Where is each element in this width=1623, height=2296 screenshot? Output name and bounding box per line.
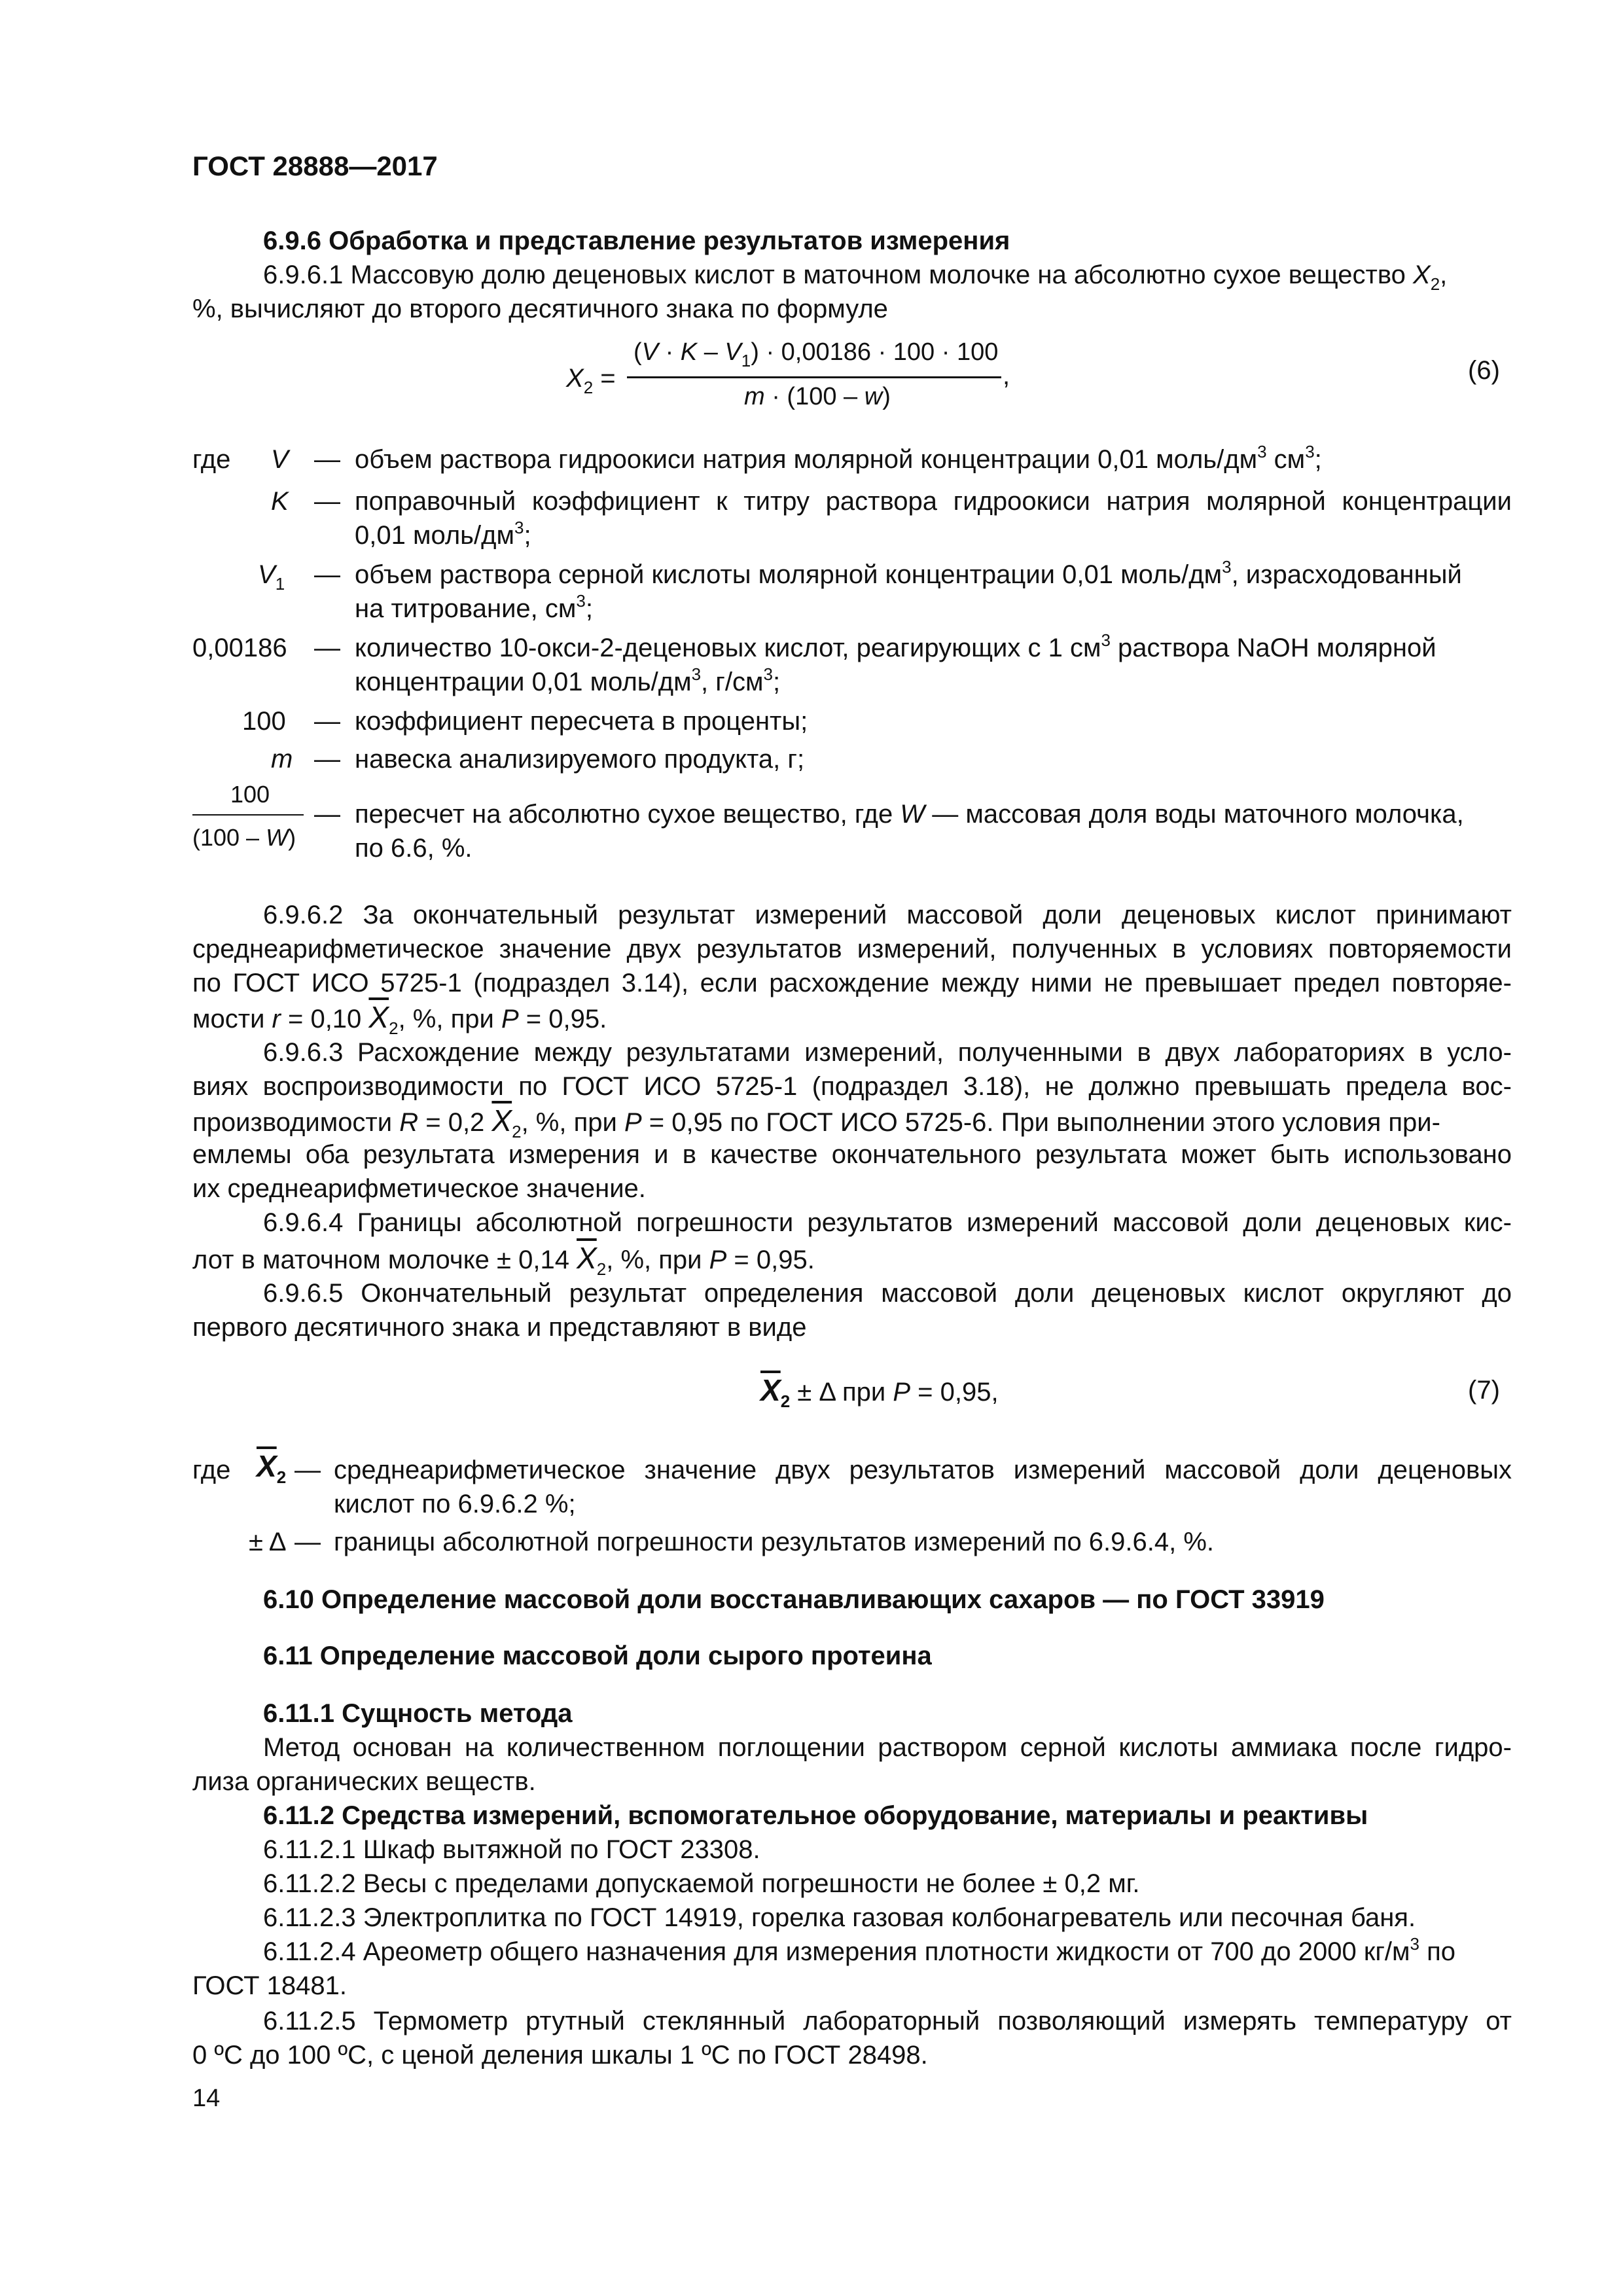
paragraph-line: 6.9.6.5 Окончательный результат определения массовой доли деценовых кислот округляют до — [263, 1279, 1512, 1308]
section-heading-6-9-6: 6.9.6 Обработка и представление результатов измерения — [263, 226, 1010, 255]
def-symbol-delta: ± Δ — [249, 1528, 287, 1556]
list-item: 6.11.2.5 Термометр ртутный стеклянный лабораторный позволяющий измерять температуру от — [263, 2007, 1512, 2036]
def-fraction-denominator: (100 – W) — [192, 824, 296, 851]
formula-7-number: (7) — [1468, 1376, 1500, 1405]
paragraph-line: емлемы оба результата измерения и в качестве окончательного результата может быть использовано — [192, 1140, 1512, 1169]
paragraph-6-11-1-line1: Метод основан на количественном поглощении раствором серной кислоты аммиака после гидро- — [263, 1733, 1512, 1762]
def-symbol-v1: $V_1$ — [258, 560, 285, 594]
paragraph-line: мости r = 0,10 $\overline{X}_2$, %, при P = 0,95. — [192, 1000, 607, 1038]
def-text-k-line2: 0,01 моль/$дм^3$; — [355, 518, 531, 550]
list-item-continuation: ГОСТ 18481. — [192, 1971, 347, 2000]
def-text-x2-line2: кислот по 6.9.6.2 %; — [334, 1490, 576, 1518]
paragraph-line: первого десятичного знака и представляют в виде — [192, 1313, 807, 1342]
def-text-k-line1: поправочный коэффициент к титру раствора гидроокиси натрия молярной концентрации — [355, 487, 1512, 516]
def-text-v: объем раствора гидроокиси натрия молярной концентрации 0,01 моль/$дм^3$ $см^3$; — [355, 442, 1322, 474]
def-text-delta: границы абсолютной погрешности результатов измерений по 6.9.6.4, %. — [334, 1528, 1215, 1556]
def-dash: — — [314, 745, 340, 774]
def-symbol-v: V — [271, 445, 289, 474]
where-label: где — [192, 445, 231, 474]
def-fraction-bar — [192, 814, 304, 816]
formula-6-lhs: $X_2$ = — [566, 364, 616, 397]
subsection-heading-6-11-1: 6.11.1 Сущность метода — [263, 1699, 573, 1728]
def-text-coefficient-line1: количество 10-окси-2-деценовых кислот, реагирующих с 1 $см^3$ раствора NaOH молярной — [355, 630, 1436, 662]
def-text-x2-line1: среднеарифметическое значение двух результатов измерений массовой доли деценовых — [334, 1456, 1512, 1484]
def-symbol-x2-mean: $\overline{X}_2$ — [257, 1449, 287, 1487]
paragraph-line: виях воспроизводимости по ГОСТ ИСО 5725-1 (подраздел 3.18), не должно превышать предела вос- — [192, 1072, 1512, 1101]
paragraph-line: по ГОСТ ИСО 5725-1 (подраздел 3.14), если расхождение между ними не превышает предел повторяе- — [192, 969, 1512, 997]
def-text-m: навеска анализируемого продукта, г; — [355, 745, 805, 774]
paragraph-6-9-6-1-line1: 6.9.6.1 Массовую долю деценовых кислот в маточном молочке на абсолютно сухое вещество $X_2$, — [263, 260, 1448, 294]
def-dash: — — [314, 634, 340, 662]
formula-6-numerator: $(V \cdot K - V_1) \cdot 0,00186 \cdot 100 \cdot 100$ — [633, 338, 999, 370]
def-symbol-k: K — [271, 487, 289, 516]
list-item-continuation: 0 ºС до 100 ºС, с ценой деления шкалы 1 ºС по ГОСТ 28498. — [192, 2041, 928, 2070]
page-number: 14 — [192, 2085, 221, 2112]
paragraph-line: производимости R = 0,2 $\overline{X}_2$, %, при P = 0,95 по ГОСТ ИСО 5725-6. При выполнении этого условия при- — [192, 1103, 1440, 1141]
def-dash: — — [314, 560, 340, 589]
formula-6-number: (6) — [1468, 356, 1500, 385]
def-dash: — — [314, 800, 340, 829]
paragraph-6-9-6-1-line2: %, вычисляют до второго десятичного знака по формуле — [192, 295, 888, 323]
paragraph-6-11-1-line2: лиза органических веществ. — [192, 1767, 536, 1796]
paragraph-line: 6.9.6.2 За окончательный результат измерений массовой доли деценовых кислот принимают — [263, 901, 1512, 929]
def-dash: — — [314, 707, 340, 736]
section-heading-6-10: 6.10 Определение массовой доли восстанавливающих сахаров — по ГОСТ 33919 — [263, 1585, 1325, 1614]
paragraph-line: лот в маточном молочке ± 0,14 $\overline{X}_2$, %, при P = 0,95. — [192, 1241, 815, 1279]
list-item: 6.11.2.2 Весы с пределами допускаемой погрешности не более ± 0,2 мг. — [263, 1869, 1140, 1898]
def-text-v1-line2: на титрование, $см^3$; — [355, 591, 593, 623]
document-header-title: ГОСТ 28888—2017 — [192, 151, 438, 181]
def-dash: — — [314, 445, 340, 474]
formula-6-denominator: m · (100 – w) — [744, 383, 891, 410]
def-text-fraction-line1: пересчет на абсолютно сухое вещество, где W — массовая доля воды маточного молочка, — [355, 800, 1464, 829]
def-text-coefficient-line2: концентрации 0,01 моль/$дм^3$, $г/см^3$; — [355, 664, 781, 696]
subsection-heading-6-11-2: 6.11.2 Средства измерений, вспомогательное оборудование, материалы и реактивы — [263, 1801, 1368, 1830]
paragraph-line: 6.9.6.4 Границы абсолютной погрешности результатов измерений массовой доли деценовых кис- — [263, 1208, 1512, 1237]
formula-6-trailing-comma: , — [1003, 361, 1010, 390]
def-text-fraction-line2: по 6.6, %. — [355, 834, 473, 863]
def-dash: — — [294, 1456, 321, 1484]
section-heading-6-11: 6.11 Определение массовой доли сырого протеина — [263, 1641, 932, 1670]
formula-6-fraction-bar — [627, 376, 1001, 378]
def-dash: — — [294, 1528, 321, 1556]
formula-7-expression: $\overline{X}_2 \pm \Delta$ при P = 0,95, — [760, 1373, 999, 1411]
def-text-100: коэффициент пересчета в проценты; — [355, 707, 808, 736]
def-text-v1-line1: объем раствора серной кислоты молярной концентрации 0,01 моль/$дм^3$, израсходованный — [355, 557, 1462, 589]
def-symbol-coefficient: 0,00186 — [192, 634, 287, 662]
list-item: 6.11.2.3 Электроплитка по ГОСТ 14919, горелка газовая колбонагреватель или песочная баня. — [263, 1903, 1416, 1932]
def-dash: — — [314, 487, 340, 516]
where-label: где — [192, 1456, 231, 1484]
paragraph-line: 6.9.6.3 Расхождение между результатами измерений, полученными в двух лабораториях в усло- — [263, 1038, 1512, 1067]
def-symbol-m: m — [271, 745, 293, 774]
def-symbol-100: 100 — [242, 707, 286, 736]
def-fraction-numerator: 100 — [230, 781, 270, 808]
paragraph-line: среднеарифметическое значение двух результатов измерений, полученных в условиях повторяемости — [192, 935, 1512, 963]
list-item: 6.11.2.4 Ареометр общего назначения для измерения плотности жидкости от 700 до 2000 $кг/м^3$ по — [263, 1934, 1456, 1966]
list-item: 6.11.2.1 Шкаф вытяжной по ГОСТ 23308. — [263, 1835, 760, 1864]
paragraph-line: их среднеарифметическое значение. — [192, 1174, 646, 1203]
